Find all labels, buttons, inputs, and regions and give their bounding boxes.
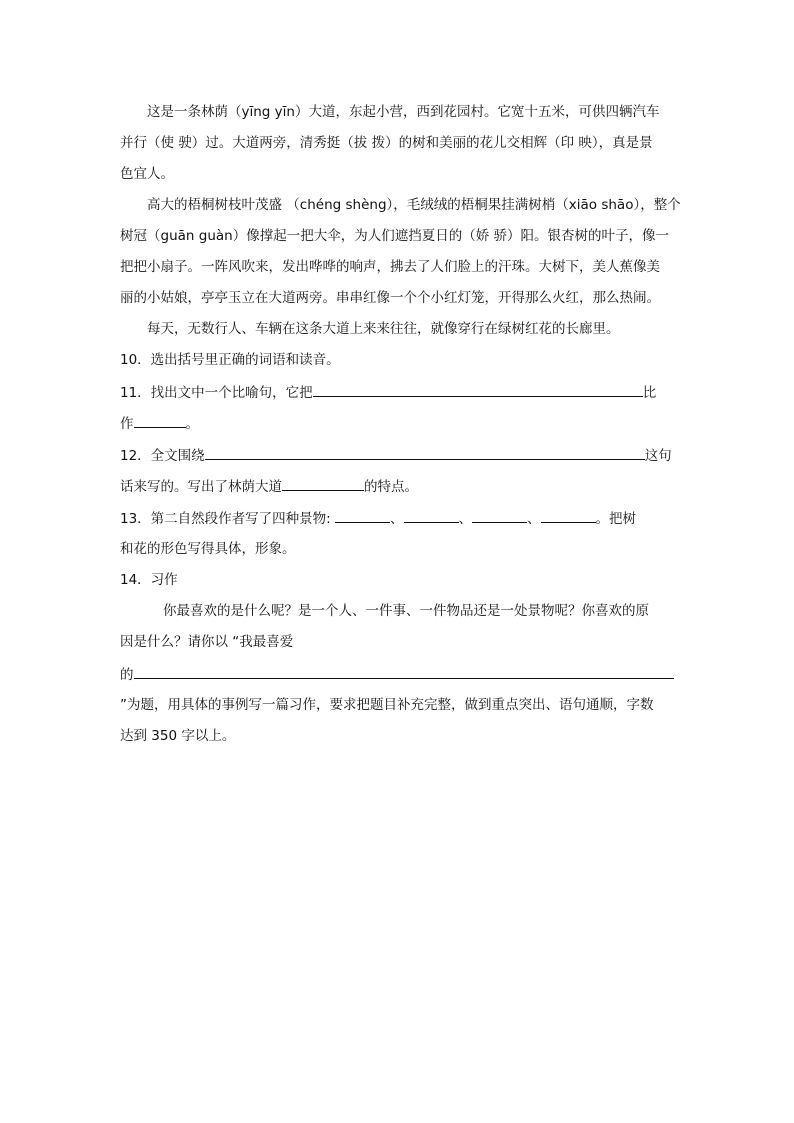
question-12-text: 话来写的。写出了林荫大道 bbox=[120, 479, 282, 495]
answer-blank[interactable] bbox=[335, 508, 390, 523]
separator: 、 bbox=[390, 511, 404, 527]
title-blank[interactable] bbox=[134, 664, 674, 679]
passage-line: 丽的小姑娘，亭亭玉立在大道两旁。串串红像一个个小红灯笼，开得那么火红，那么热闹。 bbox=[120, 290, 660, 306]
passage-line: 每天，无数行人、车辆在这条大道上来来往往，就像穿行在绿树红花的长廊里。 bbox=[147, 321, 620, 337]
question-13-line-1 bbox=[120, 508, 680, 529]
question-14-text: 的 bbox=[120, 667, 134, 683]
passage-line: 色宜人。 bbox=[120, 166, 174, 182]
question-14-title-line bbox=[120, 664, 680, 685]
answer-blank[interactable] bbox=[134, 413, 186, 428]
passage-line: 树冠（guān guàn）像撑起一把大伞，为人们遮挡夏日的（娇 骄）阳。银杏树的叶子，像一 bbox=[120, 228, 669, 244]
question-11-text: 作 bbox=[120, 416, 134, 432]
question-14-prompt: 你最喜欢的是什么呢？是一个人、一件事、一件物品还是一处景物呢？你喜欢的原 bbox=[163, 603, 649, 619]
question-12-line-2 bbox=[120, 476, 680, 497]
question-14-prompt: 达到 350 字以上。 bbox=[120, 728, 236, 744]
answer-blank[interactable] bbox=[404, 508, 459, 523]
question-13-text: 。把树 bbox=[595, 511, 637, 527]
question-13-text: 13．第二自然段作者写了四种景物: bbox=[120, 511, 331, 527]
separator: 、 bbox=[527, 511, 541, 527]
question-12-text: 的特点。 bbox=[364, 479, 418, 495]
passage-line: 高大的梧桐树枝叶茂盛 （chéng shèng），毛绒绒的梧桐果挂满树梢（xiāo shāo），整个 bbox=[147, 197, 681, 213]
answer-blank[interactable] bbox=[472, 508, 527, 523]
question-11-text: 。 bbox=[185, 416, 199, 432]
passage-line: 这是一条林荫（yīng yīn）大道，东起小营，西到花园村。它宽十五米，可供四辆汽车 bbox=[147, 104, 660, 120]
question-12-text: 这句 bbox=[644, 448, 672, 464]
question-12-text: 12．全文围绕 bbox=[120, 448, 205, 464]
question-11-text: 比 bbox=[642, 385, 657, 401]
question-11-text: 11．找出文中一个比喻句，它把 bbox=[120, 385, 313, 401]
question-12-line-1 bbox=[120, 445, 680, 466]
answer-blank[interactable] bbox=[282, 476, 364, 491]
separator: 、 bbox=[458, 511, 473, 527]
question-14-prompt: ”为题，用具体的事例写一篇习作，要求把题目补充完整，做到重点突出、语句通顺，字数 bbox=[120, 697, 654, 713]
question-14-title: 14．习作 bbox=[120, 572, 178, 588]
question-10: 10．选出括号里正确的词语和读音。 bbox=[120, 352, 340, 368]
answer-blank[interactable] bbox=[205, 445, 645, 460]
answer-blank[interactable] bbox=[541, 508, 596, 523]
question-11-line-2 bbox=[120, 413, 680, 434]
answer-blank[interactable] bbox=[313, 382, 643, 397]
question-14-prompt: 因是什么？请你以 “我最喜爱 bbox=[120, 634, 294, 650]
passage-line: 把把小扇子。一阵风吹来，发出哗哗的响声，拂去了人们脸上的汗珠。大树下，美人蕉像美 bbox=[120, 259, 660, 275]
question-13-line-2: 和花的形色写得具体，形象。 bbox=[120, 541, 296, 557]
question-11-line-1 bbox=[120, 382, 680, 403]
passage-line: 并行（使 驶）过。大道两旁，清秀挺（拔 拨）的树和美丽的花儿交相辉（印 映），真是景 bbox=[120, 135, 653, 151]
